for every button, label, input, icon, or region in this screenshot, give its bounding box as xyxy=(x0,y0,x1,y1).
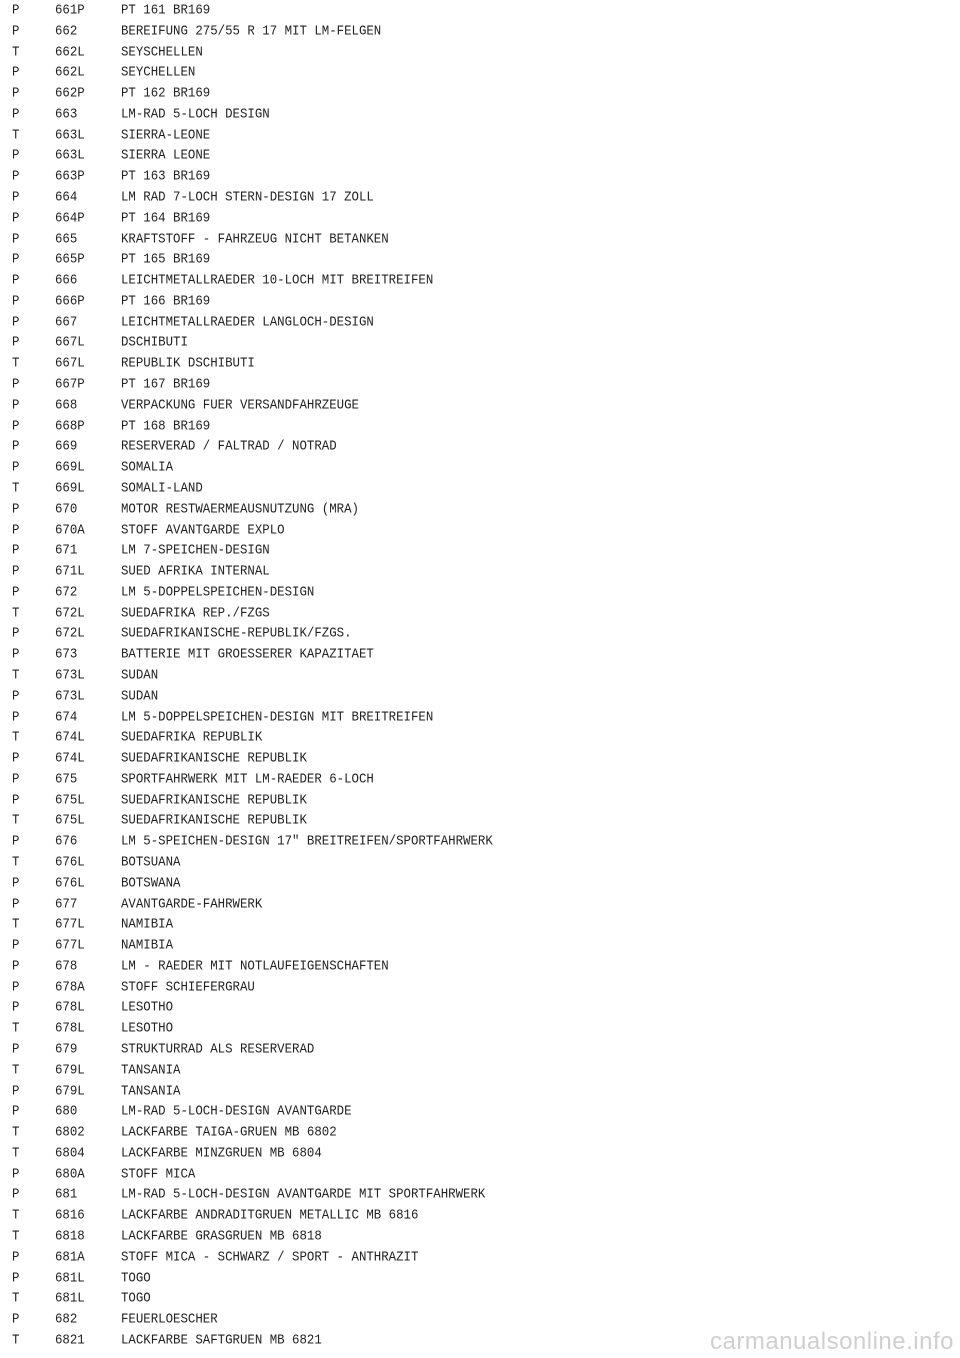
type-code: T xyxy=(12,126,20,143)
type-code: P xyxy=(12,584,20,600)
type-code: T xyxy=(12,355,20,371)
description: LM-RAD 5-LOCH-DESIGN AVANTGARDE MIT SPORTFAHRWERK xyxy=(121,1186,486,1203)
option-code: 675 xyxy=(55,771,78,787)
type-code: P xyxy=(12,1269,20,1286)
type-code: P xyxy=(12,334,20,351)
description: LACKFARBE ANDRADITGRUEN METALLIC MB 6816 xyxy=(121,1207,419,1223)
type-code: P xyxy=(12,501,20,517)
type-code: T xyxy=(12,812,20,829)
option-code: 662P xyxy=(55,85,85,101)
type-code: T xyxy=(12,729,20,745)
option-code: 678A xyxy=(55,978,85,995)
option-code: 671L xyxy=(55,563,85,579)
description: PT 161 BR169 xyxy=(121,2,211,18)
option-code: 674L xyxy=(55,729,85,745)
type-code: T xyxy=(12,1124,20,1140)
description: SUEDAFRIKA REP./FZGS xyxy=(121,604,270,621)
type-code: T xyxy=(12,916,20,933)
description: DSCHIBUTI xyxy=(121,334,188,351)
type-code: P xyxy=(12,272,20,288)
description: LEICHTMETALLRAEDER LANGLOCH-DESIGN xyxy=(121,313,374,330)
description: TOGO xyxy=(121,1269,151,1286)
description: LEICHTMETALLRAEDER 10-LOCH MIT BREITREIFEN xyxy=(121,272,434,288)
option-code: 676 xyxy=(55,833,78,849)
description: NAMIBIA xyxy=(121,937,174,953)
option-code: 680A xyxy=(55,1165,85,1182)
description: PT 163 BR169 xyxy=(121,168,211,184)
type-code: P xyxy=(12,459,20,475)
type-code: P xyxy=(12,895,20,912)
type-code: P xyxy=(12,293,20,309)
option-code: 667P xyxy=(55,376,85,392)
option-code: 678L xyxy=(55,1020,85,1036)
description: LACKFARBE TAIGA-GRUEN MB 6802 xyxy=(121,1124,337,1140)
type-code: P xyxy=(12,2,20,18)
type-code: T xyxy=(12,604,20,621)
type-code: P xyxy=(12,688,20,704)
description: LM - RAEDER MIT NOTLAUFEIGENSCHAFTEN xyxy=(121,958,389,974)
type-code: P xyxy=(12,1311,20,1327)
description: LM 5-DOPPELSPEICHEN-DESIGN MIT BREITREIFEN xyxy=(121,708,434,725)
option-code: 681A xyxy=(55,1249,85,1265)
type-code: P xyxy=(12,625,20,642)
type-code: P xyxy=(12,750,20,766)
description: SIERRA LEONE xyxy=(121,147,211,164)
type-code: P xyxy=(12,563,20,579)
type-code: T xyxy=(12,480,20,496)
option-code: 669L xyxy=(55,459,85,475)
option-code: 6818 xyxy=(55,1228,85,1244)
type-code: P xyxy=(12,1249,20,1265)
description: KRAFTSTOFF - FAHRZEUG NICHT BETANKEN xyxy=(121,230,389,247)
description: LACKFARBE GRASGRUEN MB 6818 xyxy=(121,1228,322,1244)
description: BOTSUANA xyxy=(121,854,181,870)
type-code: T xyxy=(12,1290,20,1307)
description: PT 166 BR169 xyxy=(121,293,211,309)
option-code: 670 xyxy=(55,501,78,517)
type-code: T xyxy=(12,1332,20,1348)
description: LM 5-SPEICHEN-DESIGN 17" BREITREIFEN/SPORTFAHRWERK xyxy=(121,833,493,849)
option-code: 662 xyxy=(55,23,78,39)
type-code: P xyxy=(12,999,20,1016)
option-code: 670A xyxy=(55,521,85,538)
option-code: 676L xyxy=(55,875,85,891)
description: LM 5-DOPPELSPEICHEN-DESIGN xyxy=(121,584,315,600)
option-code: 6804 xyxy=(55,1145,85,1161)
type-code: P xyxy=(12,542,20,558)
type-code: P xyxy=(12,397,20,413)
option-code: 674 xyxy=(55,708,78,725)
type-code: T xyxy=(12,854,20,870)
option-code: 681L xyxy=(55,1290,85,1307)
option-code: 682 xyxy=(55,1311,78,1327)
description: STRUKTURRAD ALS RESERVERAD xyxy=(121,1041,315,1057)
option-code: 678 xyxy=(55,958,78,974)
type-code: T xyxy=(12,667,20,683)
description: STOFF MICA - SCHWARZ / SPORT - ANTHRAZIT xyxy=(121,1249,419,1265)
option-code: 671 xyxy=(55,542,78,558)
type-code: T xyxy=(12,1207,20,1223)
type-code: P xyxy=(12,521,20,538)
type-code: P xyxy=(12,251,20,268)
description: PT 165 BR169 xyxy=(121,251,211,268)
option-code: 681 xyxy=(55,1186,78,1203)
type-code: P xyxy=(12,64,20,81)
option-code: 677L xyxy=(55,916,85,933)
type-code: P xyxy=(12,771,20,787)
option-code: 677L xyxy=(55,937,85,953)
description: FEUERLOESCHER xyxy=(121,1311,218,1327)
option-code: 669L xyxy=(55,480,85,496)
description: STOFF MICA xyxy=(121,1165,196,1182)
description: SUEDAFRIKANISCHE REPUBLIK xyxy=(121,812,307,829)
description: LESOTHO xyxy=(121,999,174,1016)
option-code: 679L xyxy=(55,1062,85,1078)
option-code: 679 xyxy=(55,1041,78,1057)
type-code: P xyxy=(12,937,20,953)
description: LM-RAD 5-LOCH DESIGN xyxy=(121,106,270,122)
option-code: 663 xyxy=(55,106,78,122)
type-code: P xyxy=(12,210,20,226)
option-code: 661P xyxy=(55,2,85,18)
type-code: P xyxy=(12,23,20,39)
description: BOTSWANA xyxy=(121,875,181,891)
type-code: P xyxy=(12,833,20,849)
type-code: P xyxy=(12,85,20,101)
description: PT 164 BR169 xyxy=(121,210,211,226)
type-code: P xyxy=(12,230,20,247)
type-code: P xyxy=(12,313,20,330)
description: LESOTHO xyxy=(121,1020,174,1036)
option-code: 667 xyxy=(55,313,78,330)
option-code: 680 xyxy=(55,1103,78,1120)
option-code: 677 xyxy=(55,895,78,912)
type-code: P xyxy=(12,1082,20,1099)
type-code: P xyxy=(12,1103,20,1120)
option-code: 674L xyxy=(55,750,85,766)
description: SUEDAFRIKA REPUBLIK xyxy=(121,729,263,745)
type-code: P xyxy=(12,1186,20,1203)
type-code: P xyxy=(12,875,20,891)
option-code: 662L xyxy=(55,43,85,60)
option-code: 666P xyxy=(55,293,85,309)
description: LM 7-SPEICHEN-DESIGN xyxy=(121,542,270,558)
type-code: P xyxy=(12,978,20,995)
type-code: T xyxy=(12,1228,20,1244)
description: SUDAN xyxy=(121,667,159,683)
option-code: 678L xyxy=(55,999,85,1016)
option-code: 669 xyxy=(55,438,78,455)
type-code: P xyxy=(12,438,20,455)
option-code: 672L xyxy=(55,625,85,642)
option-code: 664P xyxy=(55,210,85,226)
option-code: 663L xyxy=(55,126,85,143)
type-code: T xyxy=(12,1020,20,1036)
description: STOFF SCHIEFERGRAU xyxy=(121,978,255,995)
description: SUEDAFRIKANISCHE REPUBLIK xyxy=(121,750,307,766)
description: SUEDAFRIKANISCHE REPUBLIK xyxy=(121,791,307,808)
option-code: 663P xyxy=(55,168,85,184)
description: AVANTGARDE-FAHRWERK xyxy=(121,895,263,912)
option-code: 668P xyxy=(55,417,85,434)
type-code: T xyxy=(12,1062,20,1078)
option-code: 666 xyxy=(55,272,78,288)
description: SPORTFAHRWERK MIT LM-RAEDER 6-LOCH xyxy=(121,771,374,787)
description: SEYCHELLEN xyxy=(121,64,196,81)
option-code: 6821 xyxy=(55,1332,85,1348)
description: SOMALI-LAND xyxy=(121,480,203,496)
option-code: 673 xyxy=(55,646,78,662)
type-code: P xyxy=(12,189,20,205)
type-code: P xyxy=(12,376,20,392)
description: SUED AFRIKA INTERNAL xyxy=(121,563,270,579)
type-code: P xyxy=(12,791,20,808)
description: SEYSCHELLEN xyxy=(121,43,203,60)
type-code: P xyxy=(12,168,20,184)
description: SOMALIA xyxy=(121,459,174,475)
option-code: 663L xyxy=(55,147,85,164)
option-code: 672 xyxy=(55,584,78,600)
option-code: 664 xyxy=(55,189,78,205)
option-code: 675L xyxy=(55,791,85,808)
type-code: P xyxy=(12,646,20,662)
description: STOFF AVANTGARDE EXPLO xyxy=(121,521,285,538)
type-code: P xyxy=(12,417,20,434)
description: PT 167 BR169 xyxy=(121,376,211,392)
description: PT 162 BR169 xyxy=(121,85,211,101)
option-code: 6802 xyxy=(55,1124,85,1140)
option-code: 667L xyxy=(55,334,85,351)
description: TANSANIA xyxy=(121,1062,181,1078)
option-code: 679L xyxy=(55,1082,85,1099)
description: LM-RAD 5-LOCH-DESIGN AVANTGARDE xyxy=(121,1103,352,1120)
description: REPUBLIK DSCHIBUTI xyxy=(121,355,255,371)
option-code: 6816 xyxy=(55,1207,85,1223)
type-code: P xyxy=(12,106,20,122)
watermark: carmanualsonline.info xyxy=(710,1328,954,1355)
description: MOTOR RESTWAERMEAUSNUTZUNG (MRA) xyxy=(121,501,359,517)
option-code: 665 xyxy=(55,230,78,247)
description: TOGO xyxy=(121,1290,151,1307)
option-code: 665P xyxy=(55,251,85,268)
description: SUEDAFRIKANISCHE-REPUBLIK/FZGS. xyxy=(121,625,352,642)
description: PT 168 BR169 xyxy=(121,417,211,434)
description: RESERVERAD / FALTRAD / NOTRAD xyxy=(121,438,337,455)
type-code: T xyxy=(12,43,20,60)
type-code: P xyxy=(12,1041,20,1057)
description: NAMIBIA xyxy=(121,916,174,933)
type-code: P xyxy=(12,958,20,974)
type-code: P xyxy=(12,1165,20,1182)
description: LM RAD 7-LOCH STERN-DESIGN 17 ZOLL xyxy=(121,189,374,205)
description: LACKFARBE MINZGRUEN MB 6804 xyxy=(121,1145,322,1161)
option-code: 667L xyxy=(55,355,85,371)
type-code: T xyxy=(12,1145,20,1161)
description: TANSANIA xyxy=(121,1082,181,1099)
description: BEREIFUNG 275/55 R 17 MIT LM-FELGEN xyxy=(121,23,382,39)
option-code: 672L xyxy=(55,604,85,621)
description: VERPACKUNG FUER VERSANDFAHRZEUGE xyxy=(121,397,359,413)
type-code: P xyxy=(12,708,20,725)
option-code: 668 xyxy=(55,397,78,413)
description: SIERRA-LEONE xyxy=(121,126,211,143)
option-code: 676L xyxy=(55,854,85,870)
option-code: 673L xyxy=(55,688,85,704)
option-code: 662L xyxy=(55,64,85,81)
description: SUDAN xyxy=(121,688,159,704)
description: LACKFARBE SAFTGRUEN MB 6821 xyxy=(121,1332,322,1348)
type-code: P xyxy=(12,147,20,164)
option-code: 673L xyxy=(55,667,85,683)
option-code: 681L xyxy=(55,1269,85,1286)
description: BATTERIE MIT GROESSERER KAPAZITAET xyxy=(121,646,374,662)
option-code: 675L xyxy=(55,812,85,829)
